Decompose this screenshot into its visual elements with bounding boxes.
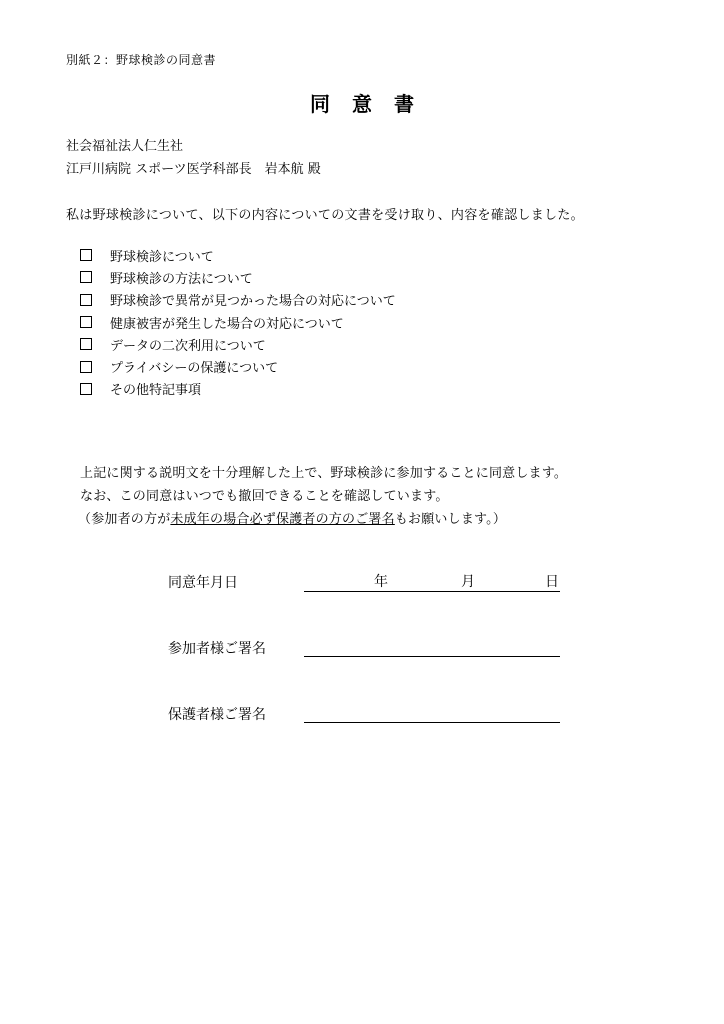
checklist-item xyxy=(80,311,396,333)
day-unit: 日 xyxy=(545,574,559,590)
checklist-item-label: 野球検診で異常が見つかった場合の対応について xyxy=(110,294,396,310)
checklist-item-label: データの二次利用について xyxy=(110,338,266,354)
recipient-name: 江戸川病院 スポーツ医学科部長 岩本航 殿 xyxy=(66,162,321,177)
checklist-item xyxy=(80,378,396,400)
checklist-item-label: その他特記事項 xyxy=(110,383,202,399)
checklist-item xyxy=(80,355,396,377)
checkbox[interactable] xyxy=(80,249,92,261)
checkbox[interactable] xyxy=(80,338,92,350)
withdrawal-note: なお、この同意はいつでも撤回できることを確認しています。 xyxy=(80,489,449,504)
guardian-signature-label: 保護者様ご署名 xyxy=(168,707,266,723)
checklist-item-label: プライバシーの保護について xyxy=(110,361,279,377)
checklist-item xyxy=(80,333,396,355)
guardian-note-prefix: （参加者の方が xyxy=(78,512,171,527)
guardian-note xyxy=(78,508,506,527)
checklist-item-label: 野球検診の方法について xyxy=(110,271,253,287)
guardian-note-emphasis: 未成年の場合必ず保護者の方のご署名 xyxy=(170,512,395,527)
checklist-item xyxy=(80,266,396,288)
participant-signature-field[interactable] xyxy=(304,636,560,657)
checkbox[interactable] xyxy=(80,271,92,283)
checkbox[interactable] xyxy=(80,316,92,328)
guardian-note-suffix: もお願いします。） xyxy=(394,512,507,527)
checkbox[interactable] xyxy=(80,383,92,395)
checkbox[interactable] xyxy=(80,361,92,373)
intro-statement: 私は野球検診について、以下の内容についての文書を受け取り、内容を確認しました。 xyxy=(66,208,584,223)
checklist-item xyxy=(80,244,396,266)
guardian-signature-field[interactable] xyxy=(304,702,560,723)
year-unit: 年 xyxy=(374,574,388,590)
month-unit: 月 xyxy=(461,574,475,590)
checklist-item-label: 健康被害が発生した場合の対応について xyxy=(110,316,344,332)
consent-checklist xyxy=(80,244,396,400)
consent-date-label: 同意年月日 xyxy=(168,575,238,591)
participant-signature-label: 参加者様ご署名 xyxy=(168,641,266,657)
consent-statement: 上記に関する説明文を十分理解した上で、野球検診に参加することに同意します。 xyxy=(80,466,568,481)
checkbox[interactable] xyxy=(80,294,92,306)
checklist-item-label: 野球検診について xyxy=(110,249,214,265)
organization-name: 社会福祉法人仁生社 xyxy=(66,139,184,154)
consent-date-field[interactable] xyxy=(304,571,560,592)
attachment-label: 別紙２：野球検診の同意書 xyxy=(66,53,217,67)
document-title: 同意書 xyxy=(310,92,436,116)
checklist-item xyxy=(80,289,396,311)
